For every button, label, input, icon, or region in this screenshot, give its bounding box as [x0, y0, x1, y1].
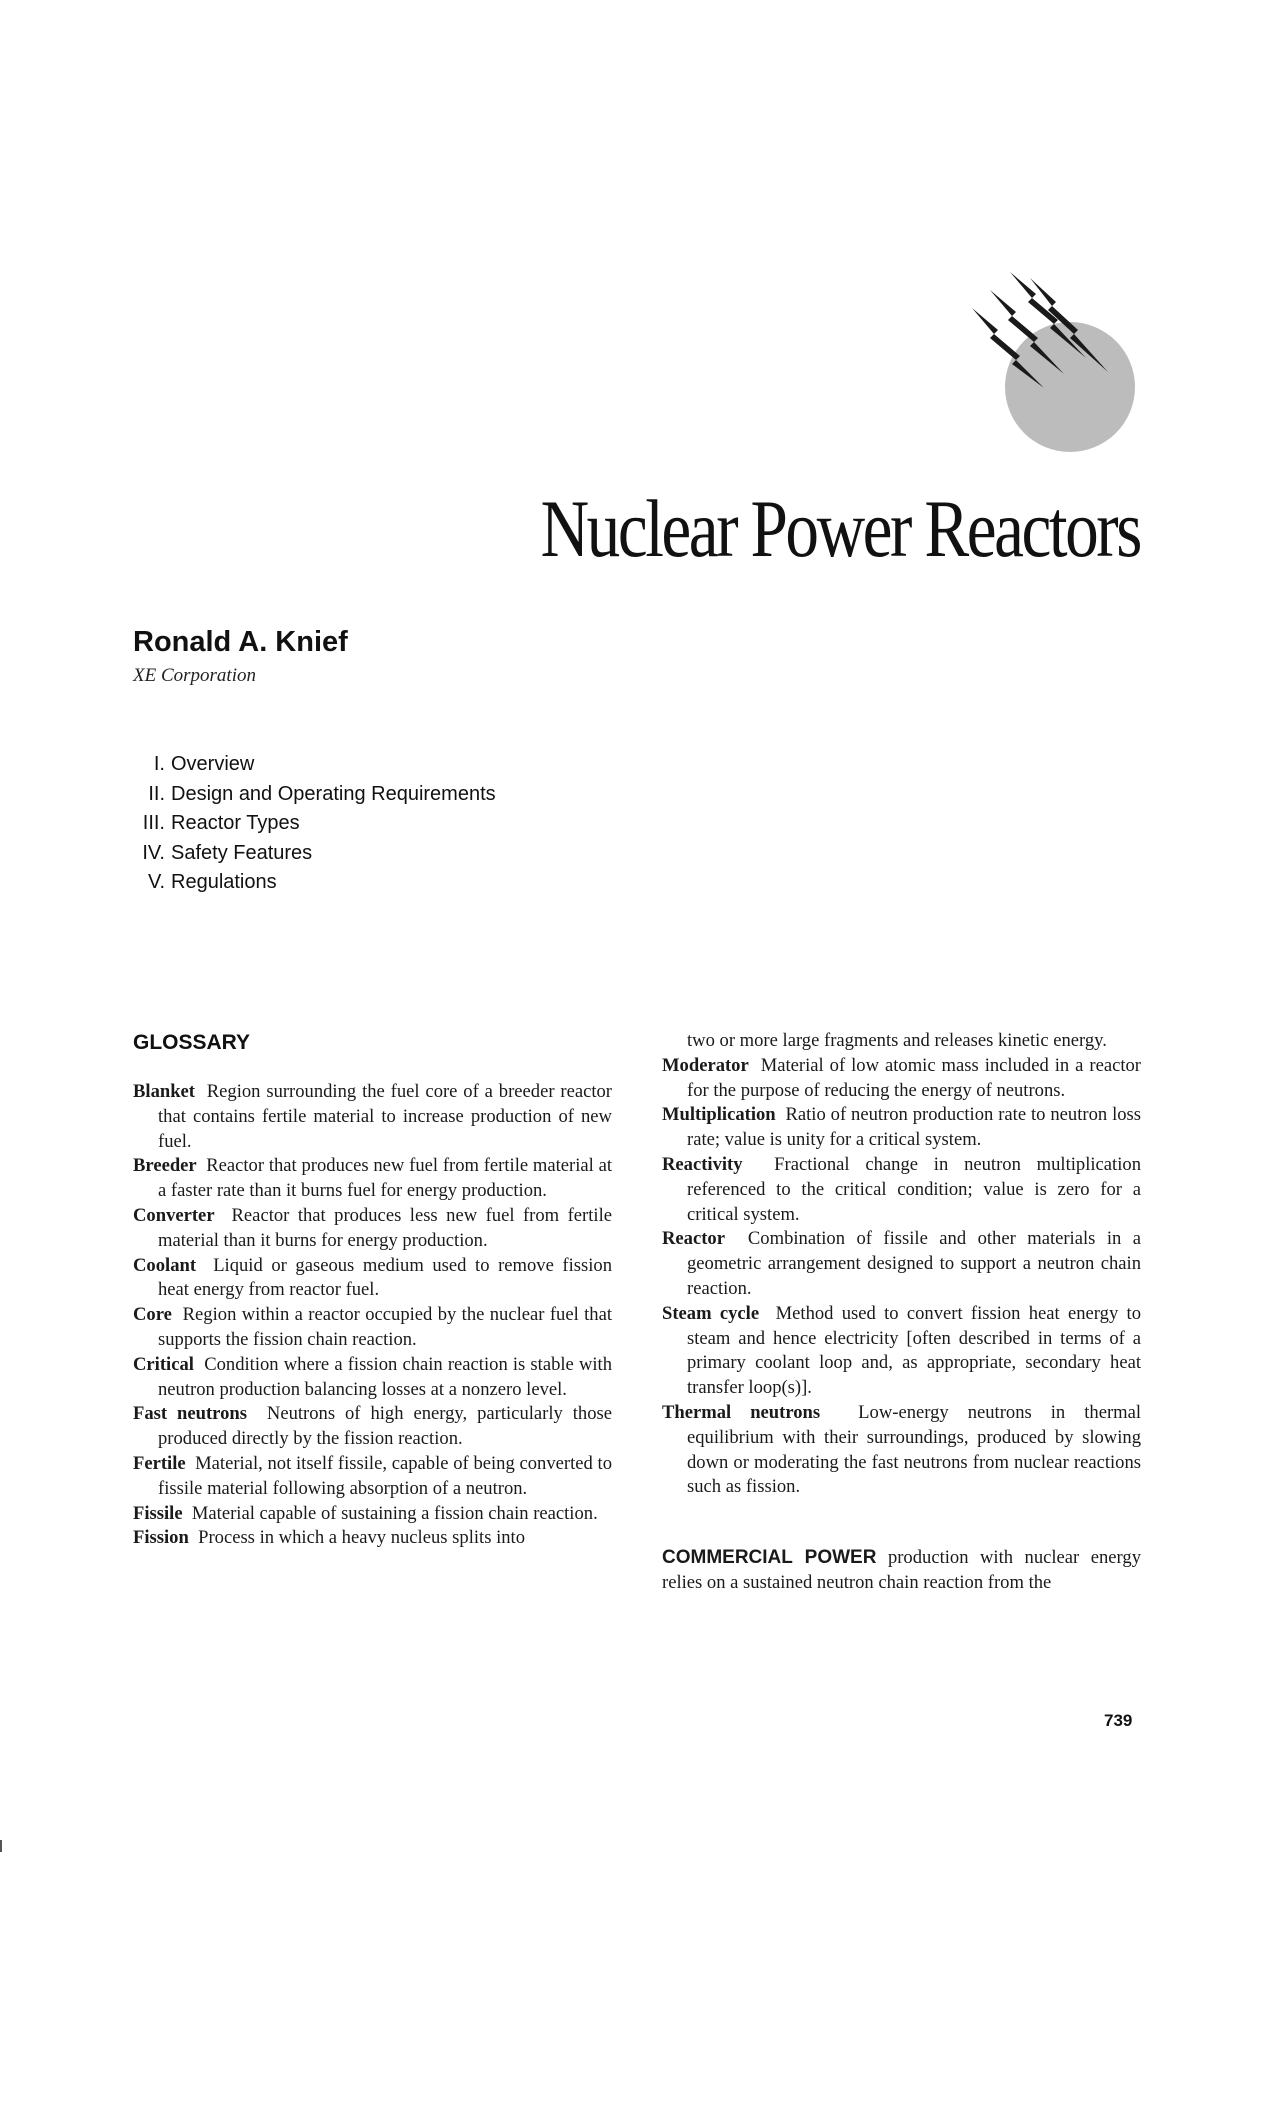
glossary-term: Fertile [133, 1452, 186, 1474]
glossary-entry [133, 1204, 612, 1254]
glossary-definition: Fractional change in neutron multiplication referenced to the critical condition; value is zero for a critical system. [687, 1153, 1141, 1225]
toc-number: II. [148, 782, 165, 805]
body-text: production with nuclear energy relies on a sustained neutron chain reaction from the [662, 1547, 1141, 1593]
glossary-entry [133, 1502, 612, 1527]
body-lead-in: COMMERCIAL POWER [662, 1547, 877, 1569]
toc-label: Design and Operating Requirements [171, 782, 496, 805]
glossary-entry [133, 1154, 612, 1204]
toc-number: III. [142, 812, 165, 834]
glossary-entry [662, 1153, 1141, 1227]
glossary-entry [133, 1080, 612, 1154]
toc-item [133, 839, 496, 869]
glossary-entry [662, 1401, 1141, 1500]
toc-number: I. [153, 753, 165, 775]
lightning-circle-logo [968, 272, 1138, 462]
glossary-definition: Method used to convert fission heat energy to steam and hence electricity [often described in terms of a primary coolant loop and, as appropriate, secondary heat transfer loop(s)]. [687, 1302, 1141, 1399]
glossary-definition: Combination of fissile and other materials in a geometric arrangement designed to support a neutron chain reaction. [687, 1228, 1142, 1299]
glossary-entry [662, 1227, 1141, 1301]
page-number: 739 [1104, 1711, 1133, 1730]
glossary-entry [133, 1402, 612, 1452]
scan-edge-mark [0, 1840, 2, 1852]
glossary-term: Thermal neutrons [662, 1401, 821, 1423]
glossary-definition: Material capable of sustaining a fission chain reaction. [191, 1502, 598, 1524]
glossary-term: Reactivity [662, 1153, 743, 1175]
glossary-term: Fission [133, 1527, 189, 1549]
glossary-term: Breeder [133, 1155, 197, 1177]
glossary-term: Converter [133, 1204, 215, 1226]
glossary-entry [662, 1302, 1141, 1401]
glossary-definition: Low-energy neutrons in thermal equilibrium with their surroundings, produced by slowing down or moderating the fast neutrons from nuclear reactions such as fission. [687, 1401, 1142, 1498]
glossary-definition: Ratio of neutron production rate to neutron loss rate; value is unity for a critical system. [687, 1104, 1142, 1151]
toc-number: V. [147, 871, 165, 893]
glossary-definition: Reactor that produces new fuel from fertile material at a faster rate than it burns fuel for energy production. [158, 1155, 613, 1202]
glossary-definition: Liquid or gaseous medium used to remove fission heat energy from reactor fuel. [158, 1254, 612, 1301]
glossary-entry [133, 1353, 612, 1403]
toc-label: Regulations [171, 871, 277, 893]
glossary-term: Reactor [662, 1228, 725, 1250]
toc-item [133, 780, 496, 810]
glossary-entry [133, 1303, 612, 1353]
toc-label: Overview [171, 753, 255, 775]
toc-item [133, 868, 496, 898]
glossary-entry [133, 1254, 612, 1304]
toc-number: IV. [142, 841, 165, 864]
glossary-term: Steam cycle [662, 1302, 760, 1324]
glossary-definition: Material of low atomic mass included in a reactor for the purpose of reducing the energy of neutrons. [687, 1054, 1141, 1101]
right-column [662, 1029, 1141, 1614]
glossary-term: Blanket [133, 1081, 195, 1102]
author-affiliation: XE Corporation [133, 665, 256, 686]
glossary-continuation: two or more large fragments and releases kinetic energy. [687, 1030, 1107, 1051]
table-of-contents [133, 750, 496, 898]
glossary-term: Fissile [133, 1502, 183, 1524]
toc-item [133, 809, 496, 839]
glossary-definition: Region within a reactor occupied by the nuclear fuel that supports the fission chain reaction. [158, 1304, 612, 1350]
glossary-term: Coolant [133, 1254, 197, 1276]
glossary-entry [662, 1103, 1141, 1153]
glossary-definition: Material, not itself fissile, capable of being converted to fissile material following absorption of a neutron. [158, 1452, 613, 1499]
toc-label: Safety Features [171, 841, 313, 864]
page-title: Nuclear Power Reactors [540, 483, 1140, 574]
glossary-entry [133, 1452, 612, 1502]
glossary-heading: GLOSSARY [133, 1031, 251, 1054]
glossary-entry [133, 1526, 612, 1551]
author-name: Ronald A. Knief [133, 626, 348, 658]
glossary-term: Critical [133, 1353, 194, 1375]
glossary-term: Multiplication [662, 1104, 776, 1126]
toc-item [133, 750, 496, 780]
glossary-definition: Neutrons of high energy, particularly those produced directly by the fission reaction. [158, 1403, 613, 1450]
glossary-entry [662, 1054, 1141, 1104]
glossary-definition: Reactor that produces less new fuel from fertile material than it burns for energy production. [158, 1204, 612, 1251]
glossary-term: Moderator [662, 1054, 749, 1076]
glossary-definition: Condition where a fission chain reaction is stable with neutron production balancing losses at a nonzero level. [158, 1353, 612, 1400]
glossary-definition: Region surrounding the fuel core of a breeder reactor that contains fertile material to increase production of new fuel. [158, 1081, 612, 1152]
glossary-definition: Process in which a heavy nucleus splits into [198, 1527, 525, 1549]
body-paragraph [662, 1546, 1141, 1596]
glossary-term: Core [133, 1304, 172, 1326]
glossary-term: Fast neutrons [133, 1403, 247, 1425]
left-column [133, 1028, 612, 1551]
toc-label: Reactor Types [171, 812, 300, 834]
